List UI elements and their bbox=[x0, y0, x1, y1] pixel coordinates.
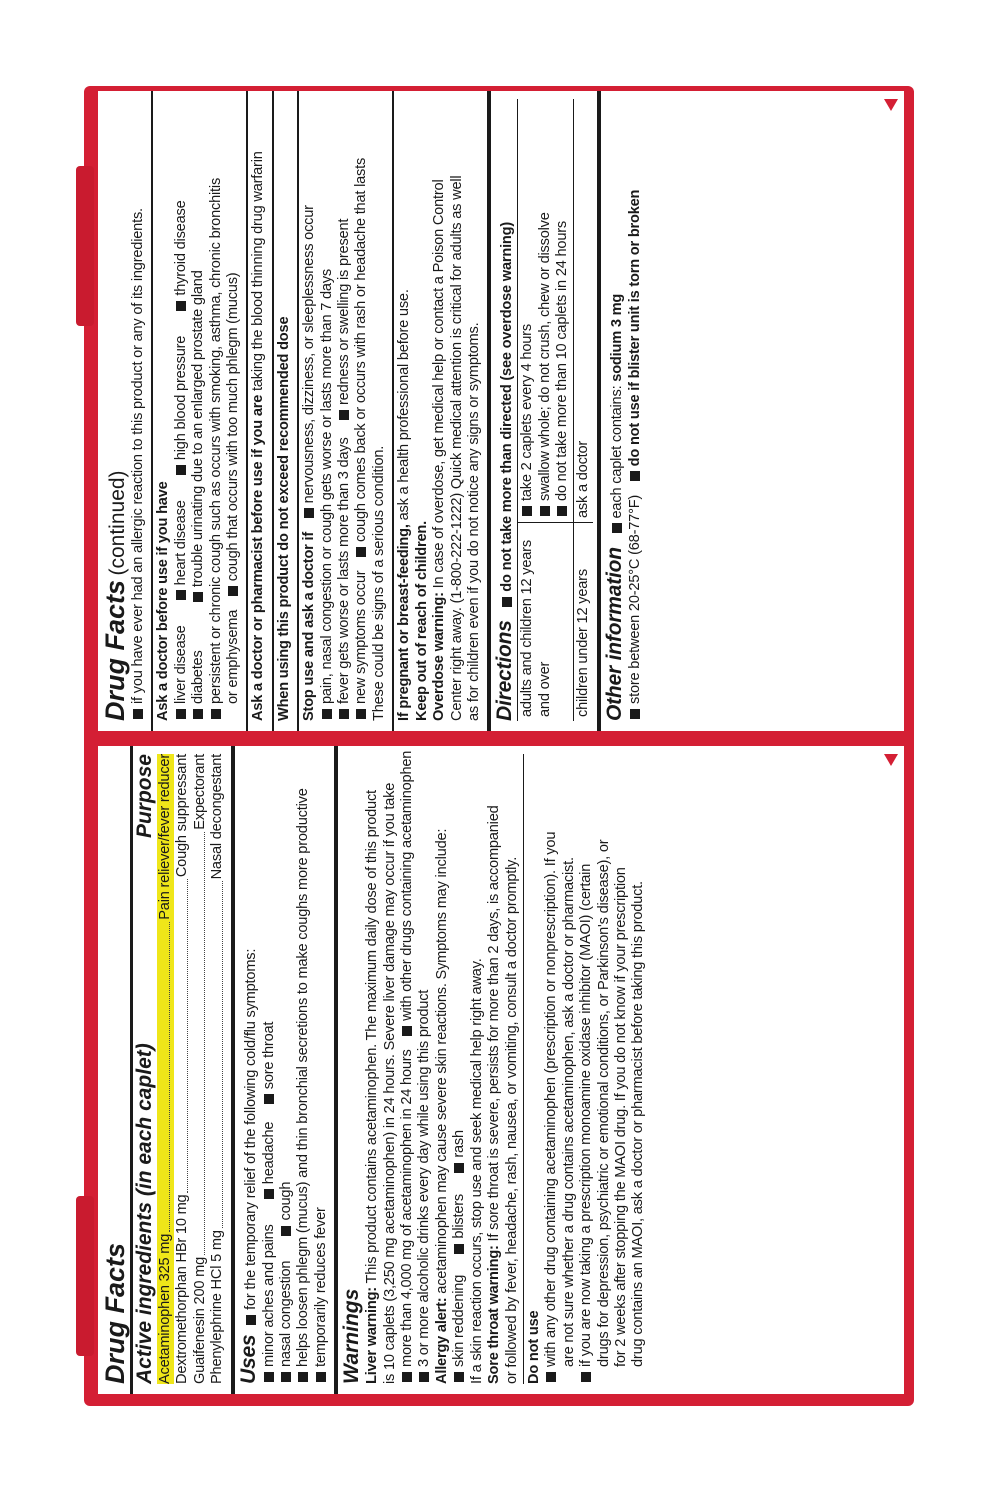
purpose-heading: Purpose bbox=[133, 754, 156, 839]
label-text: or emphysema bbox=[225, 609, 242, 704]
label-text: Keep out of reach of children. bbox=[413, 521, 430, 721]
label-text: If pregnant or breast-feeding, bbox=[396, 524, 413, 721]
label-text: When using this product do not exceed recommended dose bbox=[275, 316, 292, 721]
continue-arrow-icon bbox=[884, 754, 898, 766]
label-text: if you are now taking a prescription monoamine oxidase inhibitor (MAOI) (certain bbox=[578, 863, 595, 1367]
label-text: are not sure whether a drug contains acetaminophen, ask a doctor or pharmacist. bbox=[560, 857, 577, 1367]
label-text: This product contains acetaminophen. The maximum daily dose of this product bbox=[364, 790, 381, 1284]
label-text: fever gets worse or lasts more than 3 days bbox=[336, 437, 353, 704]
label-text: cough that occurs with too much phlegm (mucus) bbox=[225, 272, 242, 582]
directions-table bbox=[517, 99, 593, 721]
directions-section bbox=[491, 91, 601, 731]
uses-heading: Uses bbox=[236, 1334, 260, 1384]
label-text: sodium 3 mg bbox=[608, 293, 625, 382]
label-text: for 2 weeks after stopping the MAOI drug. If you do not know if your prescription bbox=[612, 867, 629, 1367]
label-text: is 10 caplets (3,250 mg acetaminophen) in 24 hours. Severe liver damage may occur if you take bbox=[381, 782, 398, 1384]
label-text: (continued) bbox=[106, 470, 129, 576]
label-text: Overdose warning: bbox=[431, 592, 448, 721]
ingredient-row bbox=[157, 754, 174, 1384]
drug-facts-panel bbox=[98, 746, 904, 1394]
active-ingredients-heading: Active ingredients (in each caplet) bbox=[133, 1043, 156, 1384]
label-text: helps loosen phlegm (mucus) and thin bronchial secretions to make coughs more productive bbox=[295, 788, 312, 1367]
ingredient-row bbox=[209, 754, 226, 1384]
label-text: store between 20-25°C (68-77°F) bbox=[626, 494, 643, 704]
label-text: cough comes back or occurs with rash or headache that lasts bbox=[353, 157, 370, 542]
label-text: rash bbox=[451, 1130, 468, 1158]
label-text: If a skin reaction occurs, stop use and seek medical help right away. bbox=[468, 958, 485, 1384]
label-text: Phenylephrine HCl 5 mg bbox=[209, 1230, 226, 1384]
label-text: trouble urinating due to an enlarged prostate gland bbox=[190, 270, 207, 588]
drug-facts-title: Drug Facts bbox=[100, 1242, 130, 1384]
label-text: 3 or more alcoholic drinks every day while using this product bbox=[416, 989, 433, 1367]
ingredient-row bbox=[174, 754, 191, 1384]
label-text: Allergy alert: bbox=[433, 1297, 450, 1384]
label-text: In case of overdose, get medical help or contact a Poison Control bbox=[431, 179, 448, 589]
label-text: acetaminophen may cause severe skin reactions. Symptoms may include: bbox=[433, 828, 450, 1294]
label-text: nasal congestion bbox=[278, 1260, 295, 1367]
label-text: or followed by fever, headache, rash, nausea, or vomiting, consult a doctor promptly. bbox=[503, 856, 520, 1384]
label-text: redness or swelling is present bbox=[336, 218, 353, 405]
label-text: with any other drug containing acetaminophen (prescription or nonprescription). If you bbox=[543, 831, 560, 1367]
label-text: do not use if blister unit is torn or broken bbox=[626, 189, 643, 467]
label-text: minor aches and pains bbox=[260, 1224, 277, 1367]
label-text: skin reddening bbox=[451, 1274, 468, 1367]
label-text: ask a doctor bbox=[574, 440, 591, 518]
label-text: new symptoms occur bbox=[353, 570, 370, 704]
label-text: ask a health professional before use. bbox=[396, 289, 413, 521]
label-text: more than 4,000 mg of acetaminophen in 24 hours bbox=[399, 1049, 416, 1367]
label-text: adults and children 12 years bbox=[519, 540, 536, 717]
label-text: and over bbox=[536, 661, 553, 717]
do-not-use-heading: Do not use bbox=[525, 1310, 542, 1384]
label-text: children under 12 years bbox=[573, 523, 593, 722]
label-text: headache bbox=[260, 1121, 277, 1185]
label-text: Expectorant bbox=[191, 754, 208, 830]
label-text: Pain reliever/fever reducer bbox=[157, 754, 173, 920]
label-text: If sore throat is severe, persists for more than 2 days, is accompanied bbox=[486, 805, 503, 1242]
label-text: Nasal decongestant bbox=[209, 754, 226, 880]
label-text: drugs for depression, psychiatric or emotional conditions, or Parkinson's disease), or bbox=[595, 839, 612, 1367]
uses-intro: for the temporary relief of the following cold/flu symptoms: bbox=[242, 948, 259, 1310]
symptom-list bbox=[278, 754, 295, 1384]
uses-section bbox=[235, 746, 339, 1394]
uses-fever bbox=[313, 754, 330, 1384]
label-text: Guaifenesin 200 mg bbox=[191, 1256, 208, 1384]
label-text: heart disease bbox=[172, 500, 189, 586]
uses-phlegm bbox=[295, 754, 312, 1384]
label-text: Stop use and ask a doctor if bbox=[301, 531, 318, 721]
label-text: do not take more than 10 caplets in 24 hours bbox=[554, 220, 571, 501]
other-information-heading: Other information bbox=[602, 547, 626, 721]
label-text: blisters bbox=[451, 1193, 468, 1239]
label-text: Liver warning: bbox=[364, 1287, 381, 1384]
label-text: if you have ever had an allergic reaction to this product or any of its ingredients. bbox=[130, 208, 146, 704]
continue-arrow-icon bbox=[884, 99, 898, 111]
drug-facts-continued-title: Drug Facts bbox=[100, 579, 130, 721]
label-text: Sore throat warning: bbox=[486, 1245, 503, 1384]
drug-facts-continued-panel bbox=[98, 91, 904, 731]
other-information-section bbox=[601, 91, 648, 731]
label-text: Ask a doctor or pharmacist before use if you are bbox=[250, 394, 267, 721]
warnings-heading: Warnings bbox=[340, 1288, 364, 1384]
label-text: as for children even if you do not notice any signs or symptoms. bbox=[465, 322, 482, 721]
label-text: persistent or chronic cough such as occurs with smoking, asthma, chronic bronchitis bbox=[207, 177, 224, 704]
label-text: cough bbox=[278, 1181, 295, 1221]
label-text: swallow whole; do not crush, chew or dissolve bbox=[536, 212, 553, 501]
active-ingredients-section bbox=[98, 746, 235, 1394]
label-text: nervousness, dizziness, or sleeplessness occur bbox=[301, 205, 318, 504]
label-text: liver disease bbox=[172, 625, 189, 704]
label-text: temporarily reduces fever bbox=[312, 1207, 329, 1367]
label-text: Center right away. (1-800-222-1222) Quick medical attention is critical for adults as well bbox=[448, 175, 465, 721]
label-text: with other drugs containing acetaminophen bbox=[399, 750, 416, 1021]
directions-heading: Directions bbox=[493, 620, 517, 721]
label-text: take 2 caplets every 4 hours bbox=[519, 324, 536, 501]
label-text: Acetaminophen 325 mg bbox=[157, 1233, 173, 1384]
label-text: Cough suppressant bbox=[174, 754, 191, 878]
label-text: pain, nasal congestion or cough gets worse or lasts more than 7 days bbox=[318, 268, 335, 704]
label-text: sore throat bbox=[260, 1021, 277, 1090]
label-text: high blood pressure bbox=[172, 335, 189, 461]
label-text: taking the blood thinning drug warfarin bbox=[250, 151, 267, 391]
label-text: thyroid disease bbox=[172, 200, 189, 296]
label-text: do not take more than directed (see overdose warning) bbox=[499, 221, 516, 592]
ingredient-row bbox=[192, 754, 209, 1384]
symptom-list bbox=[261, 754, 278, 1384]
ask-doctor-heading: Ask a doctor before use if you have bbox=[155, 481, 172, 721]
warnings-section bbox=[338, 746, 652, 1394]
label-text: each caplet contains: bbox=[608, 385, 625, 519]
label-text: drug contains an MAOI, ask a doctor or pharmacist before taking this product. bbox=[630, 881, 647, 1367]
label-text: diabetes bbox=[190, 650, 207, 704]
label-text: Dextromethorphan HBr 10 mg bbox=[174, 1194, 191, 1384]
label-text: These could be signs of a serious condition. bbox=[370, 445, 387, 721]
